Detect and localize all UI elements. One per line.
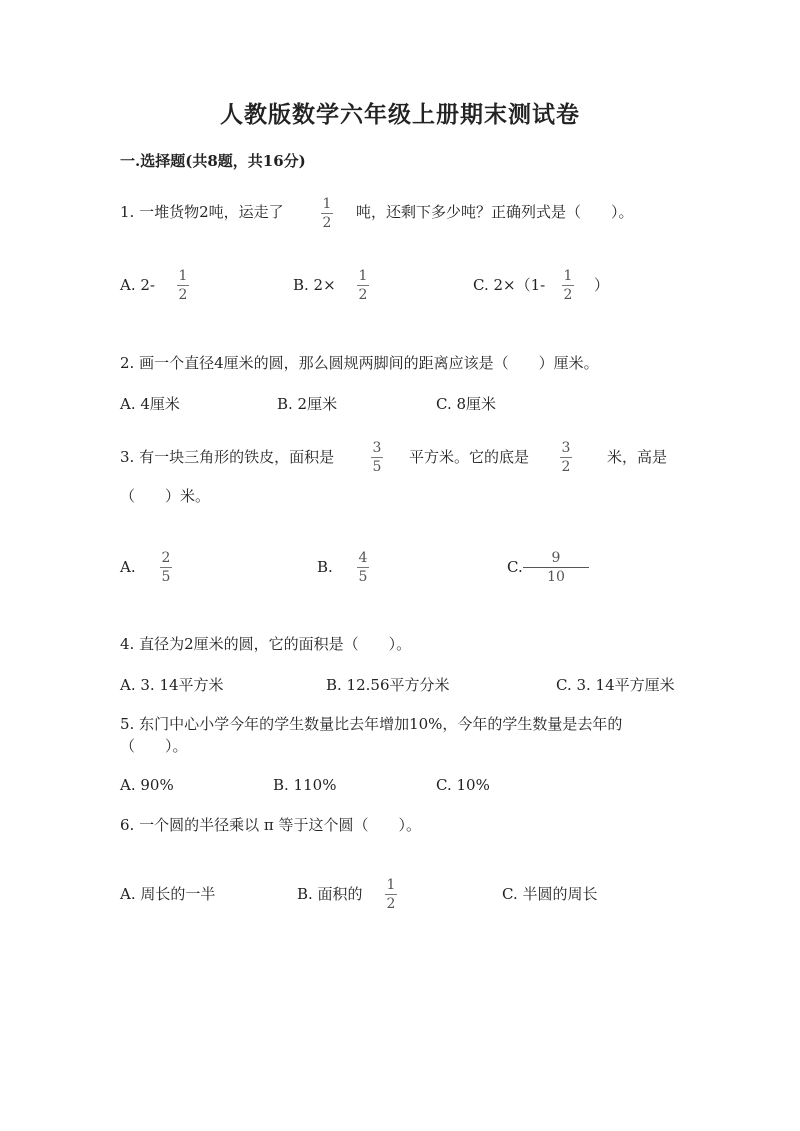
q3-option-c-fraction: 9 10 (523, 550, 589, 585)
q1-option-b-fraction: 1 2 (358, 268, 368, 303)
q5-stem-part1: 5. 东门中心小学今年的学生数量比去年增加10%，今年的学生数量是去年的 (120, 715, 623, 733)
q3-option-b[interactable]: B. (317, 558, 333, 576)
q6-option-b[interactable]: B. 面积的 (297, 885, 363, 903)
q5-stem-part2: （ ）。 (120, 737, 188, 755)
q5-option-b[interactable]: B. 110% (273, 776, 337, 794)
q3-stem-fraction-base: 3 2 (561, 440, 571, 475)
q3-stem-part3: 米，高是 (607, 448, 668, 466)
q1-option-c[interactable]: C. 2×（1- (473, 276, 546, 294)
q3-option-a[interactable]: A. (120, 558, 136, 576)
q3-option-b-fraction: 4 5 (358, 550, 368, 585)
q4-option-c[interactable]: C. 3. 14平方厘米 (556, 676, 675, 694)
q4-option-b[interactable]: B. 12.56平方分米 (326, 676, 450, 694)
q5-option-a[interactable]: A. 90% (120, 776, 174, 794)
q3-stem-part2: 平方米。它的底是 (409, 448, 530, 466)
q2-stem: 2. 画一个直径4厘米的圆，那么圆规两脚间的距离应该是（ ）厘米。 (120, 354, 599, 372)
q2-option-b[interactable]: B. 2厘米 (277, 395, 338, 413)
q1-option-b[interactable]: B. 2× (293, 276, 336, 294)
q3-stem-part4: （ ）米。 (120, 487, 211, 505)
q3-option-c[interactable]: C. (507, 558, 523, 576)
q2-option-a[interactable]: A. 4厘米 (120, 395, 180, 413)
q1-option-c-fraction: 1 2 (563, 268, 573, 303)
page-title: 人教版数学六年级上册期末测试卷 (220, 101, 580, 128)
q6-option-b-fraction: 1 2 (386, 877, 396, 912)
q3-stem-part1: 3. 有一块三角形的铁皮，面积是 (120, 448, 335, 466)
q6-stem: 6. 一个圆的半径乘以 π 等于这个圆（ ）。 (120, 816, 421, 834)
q4-option-a[interactable]: A. 3. 14平方米 (120, 676, 224, 694)
q6-option-a[interactable]: A. 周长的一半 (120, 885, 216, 903)
q3-option-a-fraction: 2 5 (161, 550, 171, 585)
q2-option-c[interactable]: C. 8厘米 (436, 395, 497, 413)
q1-stem-fraction: 1 2 (322, 196, 332, 231)
q4-stem: 4. 直径为2厘米的圆，它的面积是（ ）。 (120, 635, 412, 653)
q3-stem-fraction-area: 3 5 (372, 440, 382, 475)
q1-option-a[interactable]: A. 2- (120, 276, 155, 294)
q1-option-a-fraction: 1 2 (178, 268, 188, 303)
q1-stem-part1: 1. 一堆货物2吨，运走了 (120, 203, 284, 221)
q5-option-c[interactable]: C. 10% (436, 776, 490, 794)
q1-option-c-end: ） (594, 276, 610, 294)
q1-stem-part2: 吨，还剩下多少吨？正确列式是（ ）。 (356, 203, 634, 221)
q6-option-c[interactable]: C. 半圆的周长 (502, 885, 598, 903)
section-heading: 一.选择题(共8题，共16分) (120, 152, 306, 170)
